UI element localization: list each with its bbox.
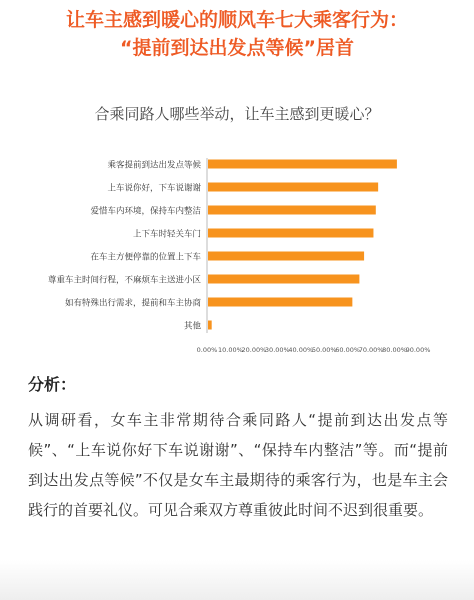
bar [208, 321, 212, 330]
category-label: 尊重车主时间行程，不麻烦车主送进小区 [47, 275, 201, 286]
bar [208, 183, 378, 192]
bar-chart [0, 150, 474, 355]
x-tick-label: 0.00% [196, 346, 218, 354]
bar [208, 229, 373, 238]
x-tick-label: 70.00% [358, 346, 384, 354]
x-tick-label: 80.00% [382, 346, 407, 354]
analysis-section [28, 372, 448, 525]
chart-question: 合乘同路人哪些举动，让车主感到更暖心？ [94, 105, 380, 123]
x-tick-label: 30.00% [264, 346, 290, 354]
bottom-fade [0, 560, 474, 600]
bar [208, 298, 352, 307]
category-label: 如有特殊出行需求，提前和车主协商 [64, 298, 201, 309]
category-label: 爱惜车内环境，保持车内整洁 [90, 206, 201, 217]
headline-line-1: 让车主感到暖心的顺风车七大乘客行为： [65, 9, 408, 31]
bar [208, 160, 397, 169]
category-label: 上车说你好，下车说谢谢 [107, 183, 201, 194]
x-tick-label: 20.00% [241, 346, 267, 354]
bar [208, 275, 359, 284]
category-label: 乘客提前到达出发点等候 [107, 160, 201, 171]
x-tick-label: 40.00% [288, 346, 314, 354]
headline-line-2: “提前到达出发点等候”居首 [120, 37, 354, 59]
analysis-title: 分析： [28, 375, 77, 394]
bar [208, 206, 376, 215]
analysis-body: 从调研看，女车主非常期待合乘同路人“提前到达出发点等候”、“上车说你好下车说谢谢”、“保持车内整洁”等。而“提前到达出发点等候”不仅是女车主最期待的乘客行为，也是车主会践行的首要礼仪。可见合乘双方尊重彼此时间不迟到很重要。 [28, 411, 448, 519]
x-tick-label: 50.00% [311, 346, 337, 354]
headline [0, 6, 474, 62]
category-label: 在车主方便停靠的位置上下车 [90, 252, 201, 263]
x-tick-label: 10.00% [218, 346, 243, 354]
category-label: 上下车时轻关车门 [132, 229, 201, 240]
x-tick-label: 90.00% [405, 346, 431, 354]
x-tick-label: 60.00% [335, 346, 361, 354]
category-label: 其他 [183, 321, 201, 332]
bar [208, 252, 364, 261]
